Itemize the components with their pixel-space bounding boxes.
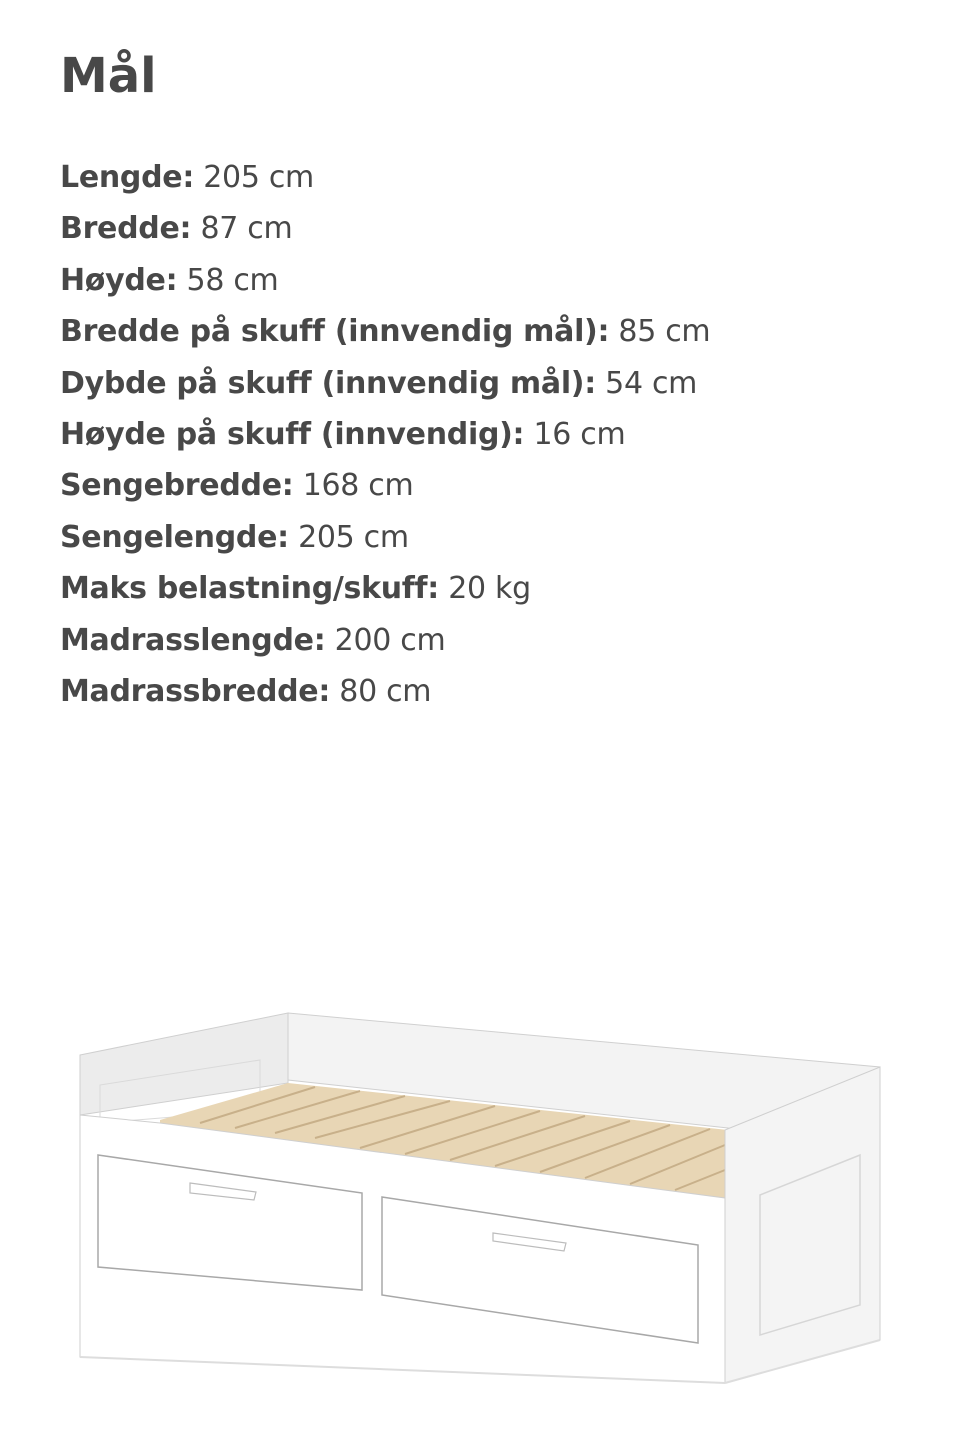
spec-label: Madrasslengde: xyxy=(60,622,326,658)
spec-value: 80 cm xyxy=(339,673,432,709)
spec-value: 87 cm xyxy=(200,211,293,247)
spec-label: Lengde: xyxy=(60,160,195,195)
spec-row-mattress-width xyxy=(60,666,710,717)
spec-row-width xyxy=(60,203,710,254)
spec-value: 200 cm xyxy=(334,622,446,658)
product-image-daybed xyxy=(70,1005,890,1395)
page-title: Mål xyxy=(60,48,157,104)
spec-value: 205 cm xyxy=(203,160,314,195)
spec-row-bed-length xyxy=(60,512,710,563)
spec-label: Bredde på skuff (innvendig mål): xyxy=(60,314,610,350)
spec-value: 205 cm xyxy=(298,519,409,555)
spec-label: Dybde på skuff (innvendig mål): xyxy=(60,365,596,401)
spec-row-drawer-depth xyxy=(60,358,710,409)
spec-value: 168 cm xyxy=(302,468,414,504)
spec-value: 85 cm xyxy=(618,314,711,350)
spec-row-height xyxy=(60,255,710,306)
spec-value: 58 cm xyxy=(186,262,279,298)
spec-label: Sengelengde: xyxy=(60,519,289,555)
spec-row-mattress-length xyxy=(60,615,710,666)
spec-row-max-load xyxy=(60,563,710,614)
spec-label: Maks belastning/skuff: xyxy=(60,571,439,607)
dimensions-list xyxy=(60,152,710,717)
spec-label: Høyde: xyxy=(60,262,178,298)
spec-row-drawer-width xyxy=(60,306,710,357)
spec-row-drawer-height xyxy=(60,409,710,460)
spec-row-bed-width xyxy=(60,460,710,511)
spec-value: 16 cm xyxy=(533,416,626,452)
spec-value: 20 kg xyxy=(448,571,531,607)
spec-label: Sengebredde: xyxy=(60,468,294,504)
spec-row-length xyxy=(60,152,710,203)
spec-label: Høyde på skuff (innvendig): xyxy=(60,416,525,452)
spec-label: Madrassbredde: xyxy=(60,673,331,709)
spec-value: 54 cm xyxy=(605,365,698,401)
spec-label: Bredde: xyxy=(60,211,192,247)
